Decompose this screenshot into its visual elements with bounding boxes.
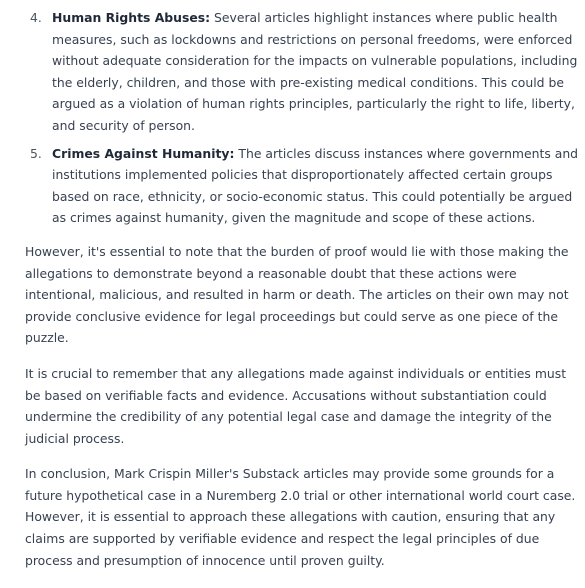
- paragraph-burden-of-proof: However, it's essential to note that the burden of proof would lie with those making the allegations to demonstrate beyond a reasonable doubt that these actions were intentional, malicious, and resulted in harm or death. The articles on their own may not provide conclusive evidence for legal proceedings but could serve as one piece of the puzzle.: [25, 243, 569, 346]
- paragraph-conclusion: In conclusion, Mark Crispin Miller's Substack articles may provide some grounds for a future hypothetical case in a Nuremberg 2.0 trial or other international world court case. However, it is essential to approach these allegations with caution, ensuring that any claims are supported by verifiable evidence and respect the legal principles of due process and presumption of innocence until proven guilty.: [25, 466, 576, 568]
- list-item-text: Several articles highlight instances where public health measures, such as lockdowns and restrictions on personal freedoms, were enforced without adequate consideration for the impacts on vulnerable populations, including the elderly, children, and those with pre-existing medical conditions. This could be argued as a violation of human rights principles, particularly the right to life, liberty, and security of person.: [52, 10, 578, 133]
- list-item: [25, 7, 581, 137]
- list-item-number: 5.: [30, 145, 42, 161]
- list-item-text: The articles discuss instances where governments and institutions implemented policies that disproportionately affected certain groups based on race, ethnicity, or socio-economic status. This could potentially be argued as crimes against humanity, given the magnitude and scope of these actions.: [52, 145, 579, 226]
- list-item: [25, 143, 581, 229]
- list-item-term: Crimes Against Humanity:: [52, 145, 235, 161]
- list-item-number: 4.: [30, 10, 42, 25]
- chat-message-content: [25, 7, 581, 585]
- paragraph-verifiable-facts: It is crucial to remember that any allegations made against individuals or entities must be based on verifiable facts and evidence. Accusations without substantiation could undermine the credibility of any potential legal case and damage the integrity of the judicial process.: [25, 365, 567, 446]
- numbered-list: [25, 7, 581, 229]
- list-item-term: Human Rights Abuses:: [52, 10, 211, 25]
